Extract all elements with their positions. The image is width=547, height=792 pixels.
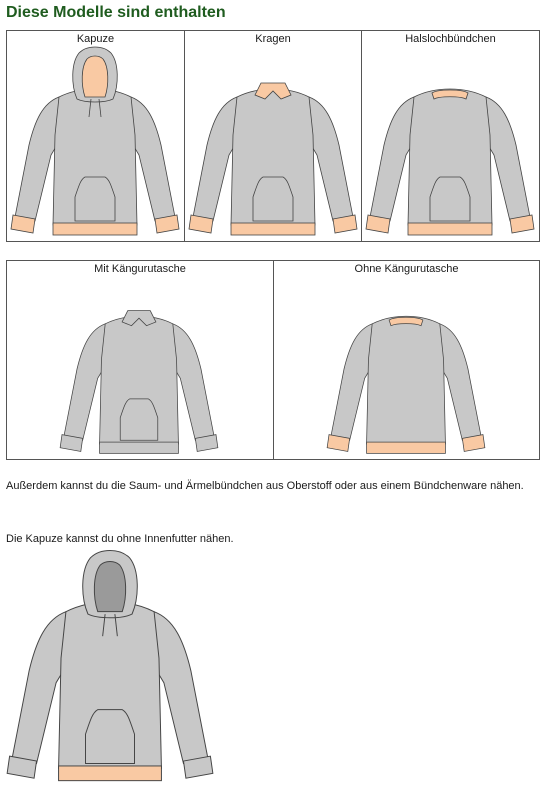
sweater-pocket-illustration [7, 275, 271, 459]
model-cell-kragen [185, 31, 362, 241]
model-cell-halslochbuendchen [362, 31, 539, 241]
model-label: Ohne Kängurutasche [354, 263, 459, 275]
hoodie-unlined-illustration [0, 548, 220, 788]
kangaroo-pocket [120, 399, 158, 440]
info-text-rib-options: Außerdem kannst du die Saum- und Ärmelbündchen aus Oberstoff oder aus einem Bündchenware nähen. [6, 480, 524, 492]
hem-band [53, 223, 137, 235]
model-grid-row-2 [6, 260, 540, 460]
hem-band [231, 223, 315, 235]
hood-opening [94, 561, 125, 611]
sweater-collar-illustration [185, 45, 361, 241]
sweater-body [367, 316, 446, 444]
model-cell-mit-kaengurutasche [7, 261, 274, 459]
kangaroo-pocket [75, 177, 115, 221]
hem-band [100, 442, 179, 453]
model-label: Kapuze [76, 33, 115, 45]
kangaroo-pocket [253, 177, 293, 221]
model-cell-ohne-kaengurutasche [274, 261, 539, 459]
sweater-no-pocket-illustration [274, 275, 538, 459]
hoodie-hood-illustration [7, 45, 183, 241]
sweater-neckband-illustration [362, 45, 538, 241]
hem-band [408, 223, 492, 235]
model-label: Mit Kängurutasche [94, 263, 186, 275]
hem-band [59, 766, 162, 781]
model-cell-kapuze [7, 31, 185, 241]
model-label: Kragen [255, 33, 291, 45]
kangaroo-pocket [86, 710, 135, 764]
hood-opening [82, 56, 108, 97]
page-title: Diese Modelle sind enthalten [6, 4, 226, 21]
model-label: Halslochbündchen [405, 33, 496, 45]
model-grid-row-1 [6, 30, 540, 242]
info-text-hood-lining: Die Kapuze kannst du ohne Innenfutter nähen. [6, 533, 234, 545]
kangaroo-pocket [430, 177, 470, 221]
hem-band [367, 442, 446, 453]
